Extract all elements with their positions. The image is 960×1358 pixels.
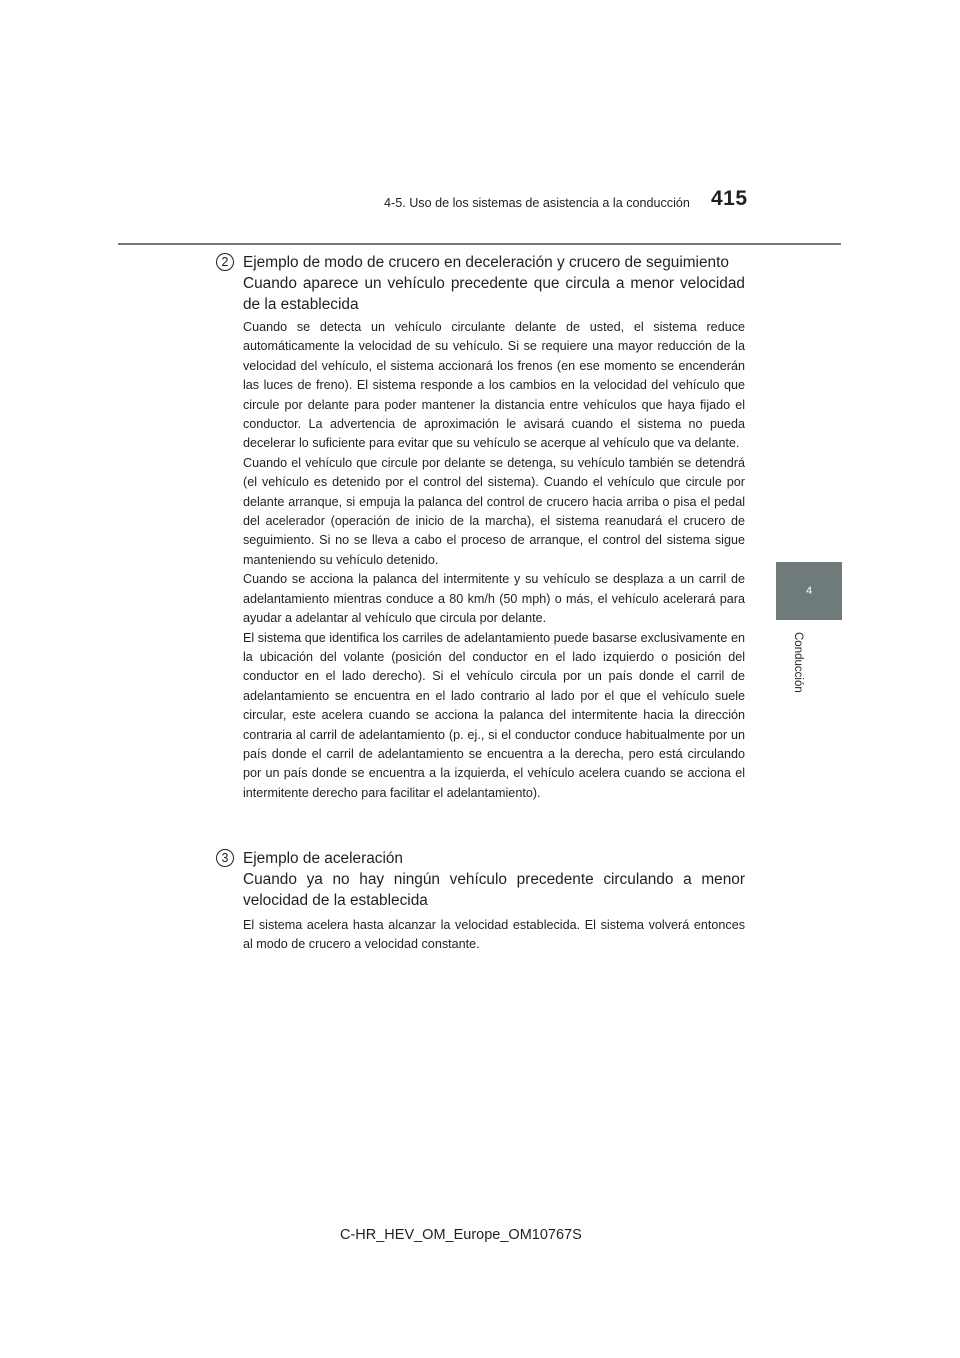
body-paragraph: El sistema que identifica los carriles de adelantamiento puede basarse exclusivamente en la ubicación del volante (posición del conductor en el lado izquierdo o posición del conductor en el lado derecho). Si el vehículo circula por un país donde el carril de adelantamiento se encuentra en el lado contrario al lado por el que el vehículo suele circular, este acelera cuando se acciona la palanca del intermitente hacia la dirección contraria al carril de adelantamiento (p. ej., si el conductor conduce habitualmente por un país donde el carril de adelantamiento se encuentra a la derecha, pero está circulando por un país donde se encuentra a la izquierda, el vehículo acelera cuando se acciona el intermitente derecho para facilitar el adelantamiento). bbox=[243, 630, 745, 800]
body-paragraph: Cuando el vehículo que circule por delante se detenga, su vehículo también se detendrá (el vehículo es detenido por el control del sistema). Cuando el vehículo que circule por delante arranque, si empuja la palanca del control de crucero hacia arriba o pisa el pedal del acelerador (operación de inicio de la marcha), el sistema reanudará el crucero de seguimiento. Si no se lleva a cabo el proceso de arranque, el control del sistema sigue manteniendo su vehículo detenido. bbox=[243, 455, 745, 567]
body-paragraph: Cuando se detecta un vehículo circulante delante de usted, el sistema reduce automáticamente la velocidad de su vehículo. Si se requiere una mayor reducción de la velocidad del vehículo, el sistema accionará los frenos (en ese momento se encenderán las luces de freno). El sistema responde a los cambios en la velocidad del vehículo que circule por delante para poder mantener la distancia entre vehículos que haya fijado el conductor. La advertencia de aproximación le avisará cuando el sistema no pueda decelerar lo suficiente para evitar que su vehículo se acerque al vehículo que va delante. bbox=[243, 320, 745, 451]
section-heading bbox=[243, 848, 745, 911]
chapter-name: Conducción bbox=[792, 632, 804, 693]
heading-subtitle: Cuando ya no hay ningún vehículo precedente circulando a menor velocidad de la establecida bbox=[243, 871, 745, 909]
body-paragraph: El sistema acelera hasta alcanzar la velocidad establecida. El sistema volverá entonces al modo de crucero a velocidad constante. bbox=[243, 918, 745, 952]
heading-title: Ejemplo de aceleración bbox=[243, 850, 403, 867]
heading-subtitle: Cuando aparece un vehículo precedente que circula a menor velocidad de la establecida bbox=[243, 275, 745, 313]
chapter-tab bbox=[776, 562, 842, 620]
header-divider bbox=[118, 243, 841, 245]
page-number: 415 bbox=[711, 187, 748, 210]
document-code: C-HR_HEV_OM_Europe_OM10767S bbox=[340, 1227, 582, 1243]
section-heading bbox=[243, 252, 745, 315]
step-badge: 3 bbox=[216, 849, 234, 867]
step-badge: 2 bbox=[216, 253, 234, 271]
body-paragraph: Cuando se acciona la palanca del intermitente y su vehículo se desplaza a un carril de adelantamiento mientras conduce a 80 km/h (50 mph) o más, el vehículo acelerará para ayudar a adelantar al vehículo que circula por delante. bbox=[243, 572, 745, 626]
section-title: 4-5. Uso de los sistemas de asistencia a la conducción bbox=[384, 196, 690, 210]
section-body bbox=[243, 916, 745, 955]
section-body bbox=[243, 318, 745, 803]
heading-title: Ejemplo de modo de crucero en deceleración y crucero de seguimiento bbox=[243, 254, 729, 271]
chapter-number: 4 bbox=[805, 585, 813, 597]
